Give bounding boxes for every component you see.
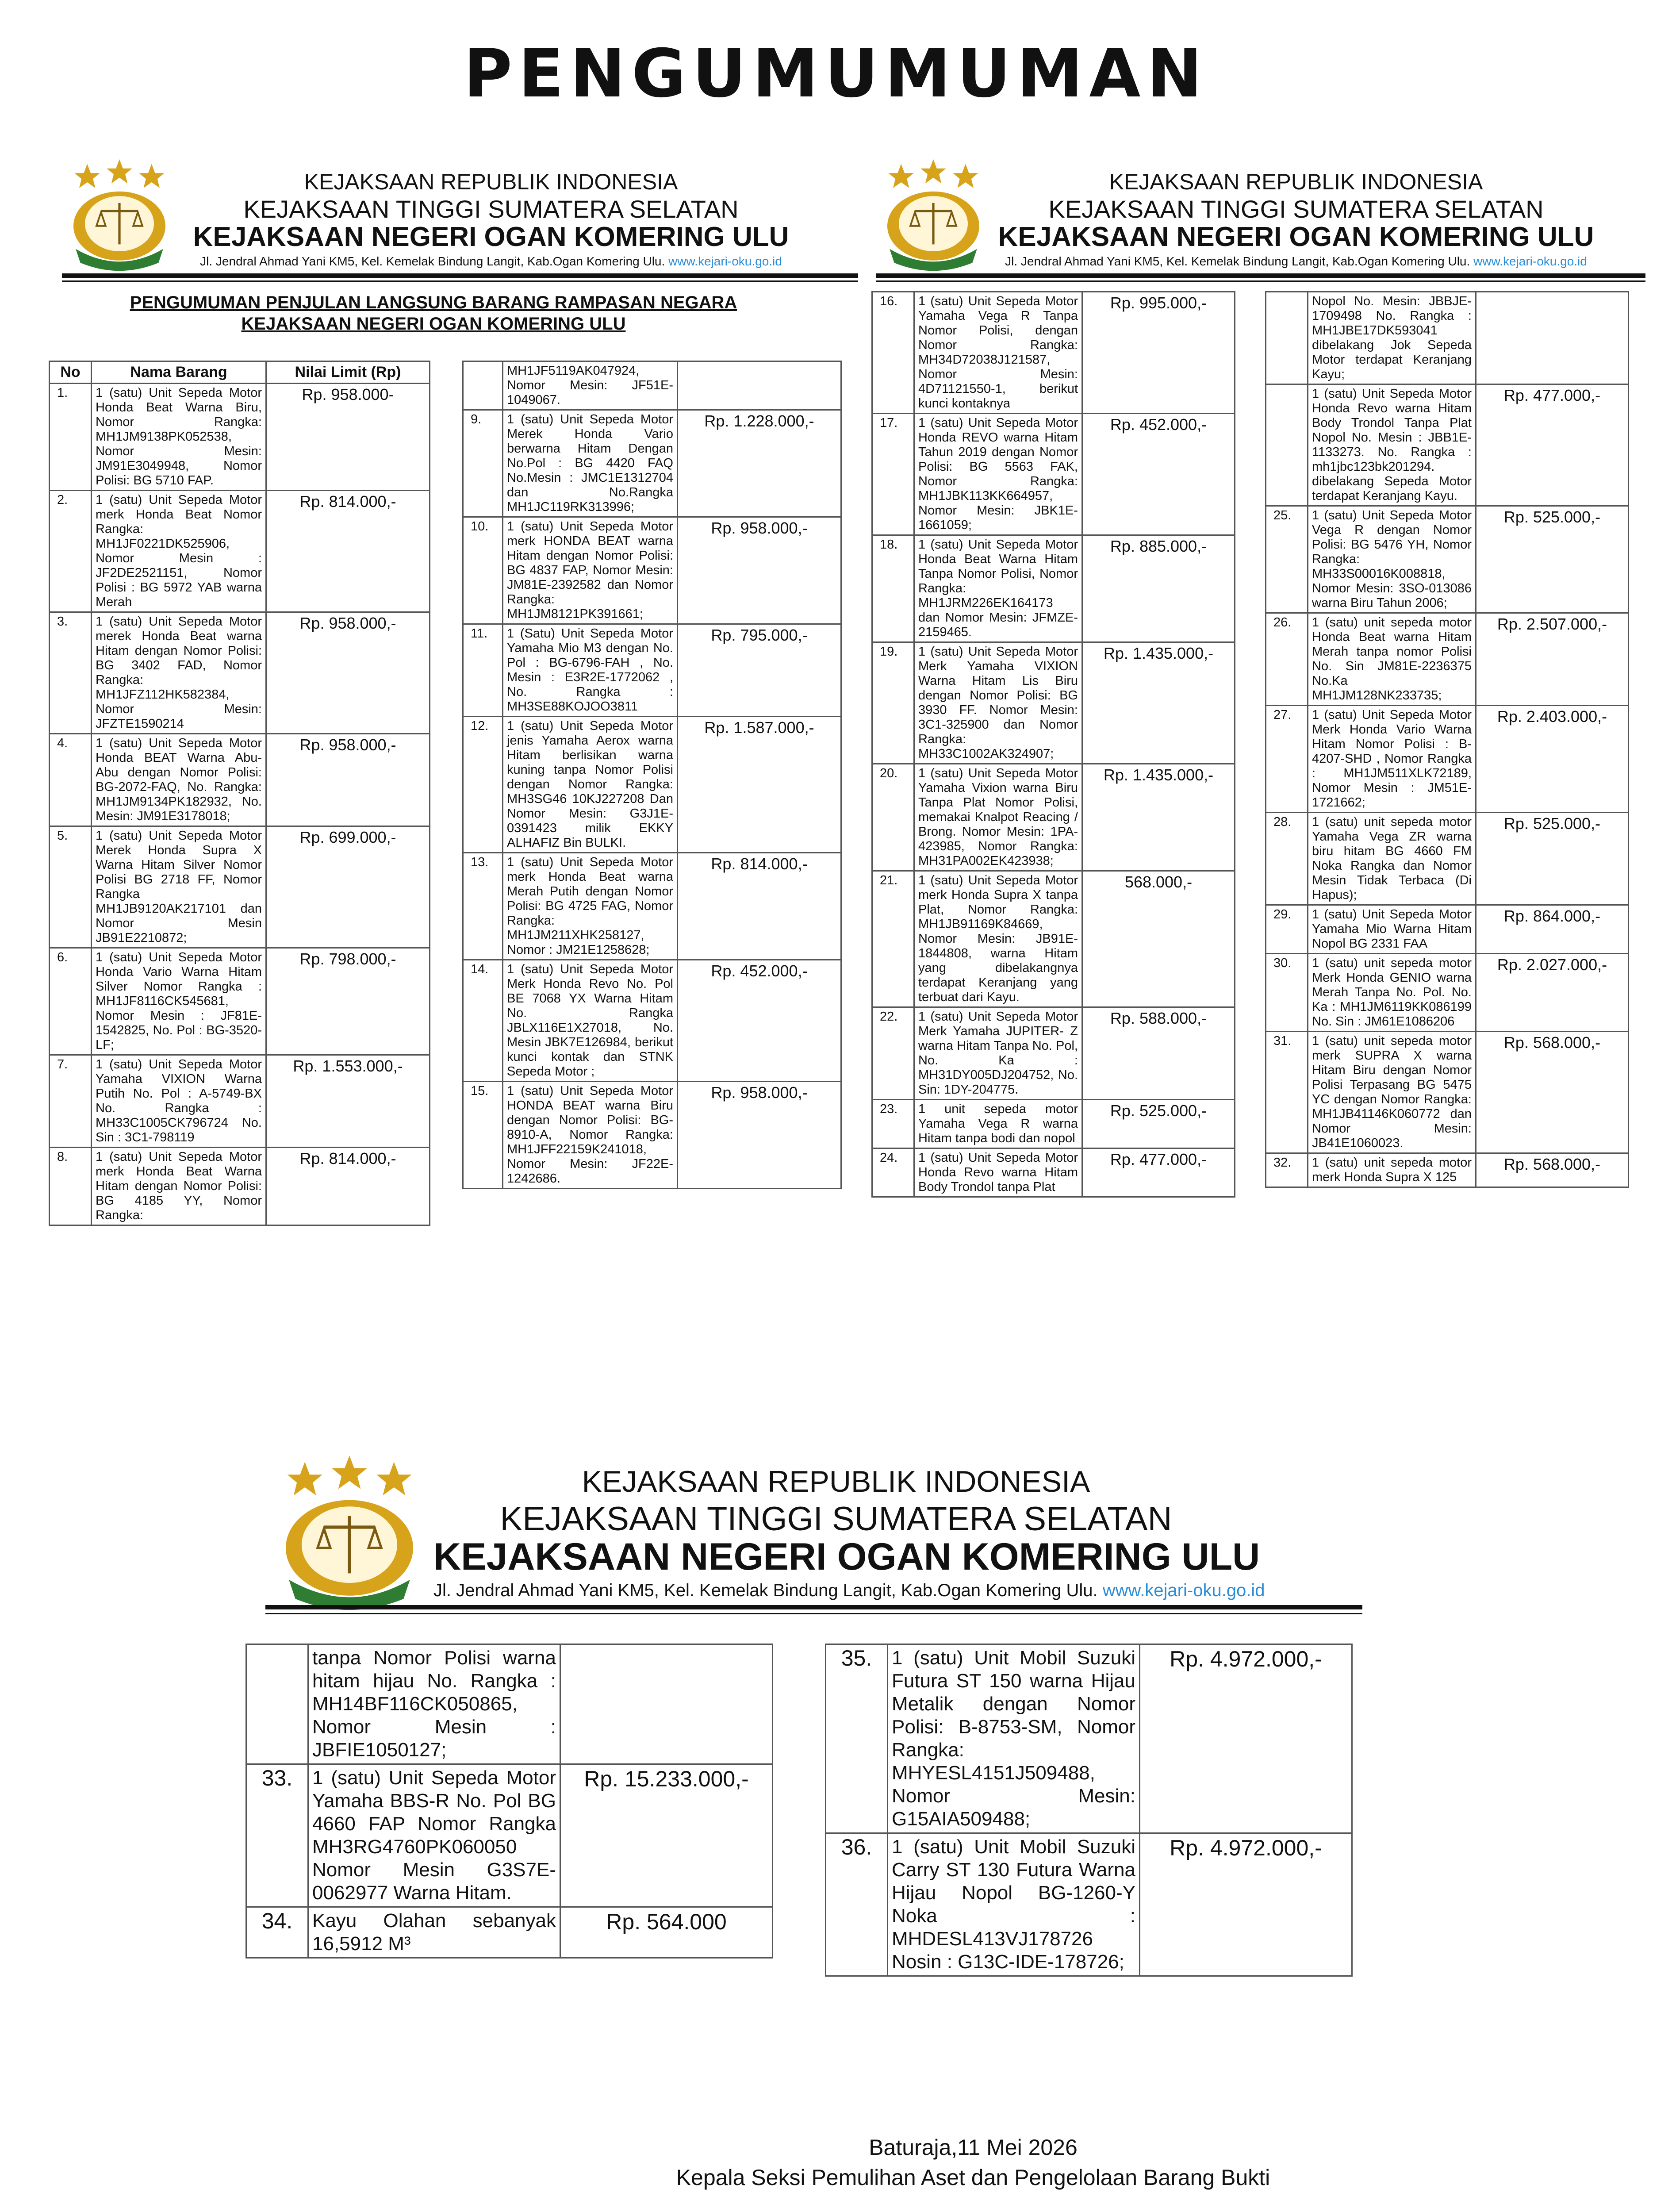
table-row <box>463 1082 841 1189</box>
item-number: 3. <box>50 612 92 734</box>
letterhead-line1: KEJAKSAAN REPUBLIK INDONESIA <box>582 1465 1090 1498</box>
subtitle-line1: PENGUMUMAN PENJULAN LANGSUNG BARANG RAMPASAN NEGARA <box>130 293 737 312</box>
item-value: Rp. 525.000,- <box>1476 506 1629 613</box>
letterhead-rule-thin <box>876 280 1645 282</box>
table-row <box>50 948 430 1055</box>
item-description: 1 (satu) unit sepeda motor merk SUPRA X warna Hitam Biru dengan Nomor Polisi Terpasang BG 5475 YC dengan Nomor Rangka: MH1JB41146K060772 dan Nomor Mesin: JB41E1060023. <box>1308 1032 1476 1153</box>
letterhead-address <box>433 1581 1265 1601</box>
table-row <box>463 517 841 624</box>
item-value: Rp. 814.000,- <box>678 853 841 960</box>
item-description: Kayu Olahan sebanyak 16,5912 M³ <box>308 1907 560 1958</box>
item-number: 36. <box>826 1833 888 1976</box>
item-number: 17. <box>872 414 914 535</box>
letterhead-line2: KEJAKSAAN TINGGI SUMATERA SELATAN <box>243 195 739 223</box>
item-description: 1 (satu) unit sepeda motor Merk Honda GENIO warna Merah Tanpa No. Pol. No. Ka : MH1JM6119KK086199 No. Sin : JM61E1086206 <box>1308 954 1476 1032</box>
table-row <box>1266 813 1629 905</box>
item-description: 1 (satu) Unit Mobil Suzuki Carry ST 130 Futura Warna Hijau Nopol BG-1260-Y Noka : MHDESL413VJ178726 Nosin : G13C-IDE-178726; <box>888 1833 1140 1976</box>
website-link[interactable]: www.kejari-oku.go.id <box>1473 254 1587 268</box>
table-row <box>1266 506 1629 613</box>
letterhead-line1: KEJAKSAAN REPUBLIK INDONESIA <box>1109 169 1483 194</box>
item-value: Rp. 15.233.000,- <box>560 1764 773 1907</box>
table-row <box>826 1644 1352 1833</box>
letterhead-address <box>186 254 796 269</box>
item-number: 5. <box>50 826 92 948</box>
items-table-bottom-left <box>245 1644 773 1959</box>
item-description: 1 (satu) Unit Sepeda Motor Yamaha Vega R Tanpa Nomor Polisi, dengan Nomor Rangka: MH34D72038J121587, Nomor Mesin: 4D71121550-1, berikut kunci kontaknya <box>914 292 1082 414</box>
item-value: Rp. 1.228.000,- <box>678 410 841 517</box>
table-row <box>50 491 430 612</box>
item-value: Rp. 4.972.000,- <box>1140 1644 1352 1833</box>
item-value: Rp. 958.000,- <box>266 612 430 734</box>
item-description: 1 unit sepeda motor Yamaha Vega R warna Hitam tanpa bodi dan nopol <box>914 1100 1082 1148</box>
item-description: 1 (satu) Unit Sepeda Motor Merek Honda Supra X Warna Hitam Silver Nomor Polisi BG 2718 FF, Nomor Rangka MH1JB9120AK217101 dan Nomor Mesin JB91E2210872; <box>92 826 266 948</box>
table-row <box>1266 706 1629 813</box>
table-row <box>463 717 841 853</box>
item-value: Rp. 452.000,- <box>1082 414 1235 535</box>
table-row <box>463 960 841 1082</box>
item-value: Rp. 958.000,- <box>678 1082 841 1189</box>
table-row <box>463 853 841 960</box>
item-description: 1 (satu) Unit Sepeda Motor Honda Revo warna Hitam Body Trondol tanpa Plat <box>914 1148 1082 1197</box>
table-row <box>50 384 430 491</box>
table-row <box>1266 1032 1629 1153</box>
adhyaksa-emblem-icon <box>876 159 991 274</box>
item-value: Rp. 2.027.000,- <box>1476 954 1629 1032</box>
adhyaksa-emblem-icon <box>270 1455 429 1615</box>
item-description: 1 (satu) Unit Sepeda Motor Merk Yamaha JUPITER- Z warna Hitam Tanpa No. Pol, No. Ka : MH31DY005DJ204752, No. Sin: 1DY-204775. <box>914 1007 1082 1100</box>
item-value: Rp. 1.587.000,- <box>678 717 841 853</box>
table-row-continued <box>1266 292 1629 384</box>
item-number: 25. <box>1266 506 1308 613</box>
header-nama-barang: Nama Barang <box>92 361 266 384</box>
item-value: Rp. 958.000,- <box>678 517 841 624</box>
item-number: 27. <box>1266 706 1308 813</box>
letterhead-main <box>265 1455 1362 1624</box>
items-table-col3 <box>871 291 1235 1198</box>
place-date: Baturaja,11 Mei 2026 <box>869 2135 1078 2160</box>
letterhead-line3: KEJAKSAAN NEGERI OGAN KOMERING ULU <box>998 222 1594 252</box>
table-row-continued <box>463 361 841 410</box>
item-number: 6. <box>50 948 92 1055</box>
item-description: 1 (satu) Unit Sepeda Motor Yamaha Mio Warna Hitam Nopol BG 2331 FAA <box>1308 905 1476 954</box>
header-no: No <box>50 361 92 384</box>
table-row <box>826 1833 1352 1976</box>
address-text: Jl. Jendral Ahmad Yani KM5, Kel. Kemelak Bindung Langit, Kab.Ogan Komering Ulu. <box>1005 254 1470 268</box>
table-row <box>872 414 1235 535</box>
item-value: Rp. 814.000,- <box>266 1148 430 1225</box>
item-number: 16. <box>872 292 914 414</box>
letterhead-rule-thin <box>62 280 858 282</box>
letterhead-rule-thin <box>265 1613 1362 1614</box>
letterhead-line2: KEJAKSAAN TINGGI SUMATERA SELATAN <box>500 1500 1172 1538</box>
item-number: 19. <box>872 642 914 764</box>
item-description: 1 (satu) Unit Sepeda Motor Yamaha Vixion warna Biru Tanpa Plat Nomor Polisi, memakai Knalpot Reacing / Brong. Nomor Mesin: 1PA-423985, Nomor Rangka: MH31PA002EK423938; <box>914 764 1082 871</box>
item-description-continued: tanpa Nomor Polisi warna hitam hijau No. Rangka : MH14BF116CK050865, Nomor Mesin : JBFIE1050127; <box>308 1644 560 1764</box>
items-table-col4 <box>1265 291 1629 1188</box>
website-link[interactable]: www.kejari-oku.go.id <box>668 254 782 268</box>
item-value: Rp. 995.000,- <box>1082 292 1235 414</box>
item-description: 1 (satu) Unit Sepeda Motor Honda BEAT Warna Abu-Abu dengan Nomor Polisi: BG-2072-FAQ, No. Rangka: MH1JM9134PK182932, No. Mesin: JM91E3178018; <box>92 734 266 826</box>
item-number: 22. <box>872 1007 914 1100</box>
item-description: 1 (satu) Unit Sepeda Motor HONDA BEAT warna Biru dengan Nomor Polisi: BG-8910-A, Nomor Rangka: MH1JFF22159K241018, Nomor Mesin: JF22E-1242686. <box>503 1082 678 1189</box>
table-row <box>50 1055 430 1148</box>
item-number: 23. <box>872 1100 914 1148</box>
item-number: 20. <box>872 764 914 871</box>
item-description: 1 (satu) Unit Sepeda Motor Honda REVO warna Hitam Tahun 2019 dengan Nomor Polisi: BG 5563 FAK, Nomor Rangka: MH1JBK113KK664957, Nomor Mesin: JBK1E-1661059; <box>914 414 1082 535</box>
item-value: 568.000,- <box>1082 871 1235 1007</box>
adhyaksa-emblem-icon <box>62 159 177 274</box>
item-value: Rp. 2.403.000,- <box>1476 706 1629 813</box>
item-number: 10. <box>463 517 503 624</box>
table-row <box>872 535 1235 642</box>
item-description: 1 (satu) unit sepeda motor Honda Beat warna Hitam Merah tanpa nomor Polisi No. Sin JM81E-2236375 No.Ka MH1JM128NK233735; <box>1308 613 1476 706</box>
letterhead-right <box>876 159 1645 288</box>
item-description: 1 (Satu) Unit Sepeda Motor Yamaha Mio M3 dengan No. Pol : BG-6796-FAH , No. Mesin : E3R2E-1772062 , No. Rangka : MH3SE88KOJOO3811 <box>503 624 678 717</box>
item-number: 18. <box>872 535 914 642</box>
table-row <box>1266 613 1629 706</box>
item-value: Rp. 814.000,- <box>266 491 430 612</box>
item-value: Rp. 568.000,- <box>1476 1153 1629 1187</box>
item-description: 1 (satu) Unit Sepeda Motor Merek Honda Vario berwarna Hitam Dengan No.Pol : BG 4420 FAQ No.Mesin : JMC1E1312704 dan No.Rangka MH1JC119RK313996; <box>503 410 678 517</box>
header-nilai-limit: Nilai Limit (Rp) <box>266 361 430 384</box>
table-row <box>463 410 841 517</box>
table-row <box>1266 954 1629 1032</box>
item-number: 4. <box>50 734 92 826</box>
item-number: 14. <box>463 960 503 1082</box>
item-value: Rp. 798.000,- <box>266 948 430 1055</box>
table-row <box>1266 905 1629 954</box>
item-value: Rp. 477.000,- <box>1082 1148 1235 1197</box>
item-description-continued: MH1JF5119AK047924, Nomor Mesin: JF51E-1049067. <box>503 361 678 410</box>
item-value: Rp. 588.000,- <box>1082 1007 1235 1100</box>
item-description-continued: Nopol No. Mesin: JBBJE-1709498 No. Rangka : MH1JBE17DK593041 dibelakang Jok Sepeda Motor terdapat Keranjang Kayu; <box>1308 292 1476 384</box>
table-row <box>872 1148 1235 1197</box>
letterhead-rule <box>265 1605 1362 1609</box>
item-value: Rp. 958.000- <box>266 384 430 491</box>
item-value: Rp. 958.000,- <box>266 734 430 826</box>
item-value: Rp. 1.435.000,- <box>1082 642 1235 764</box>
letterhead-line2: KEJAKSAAN TINGGI SUMATERA SELATAN <box>1048 195 1544 223</box>
signer-position: Kepala Seksi Pemulihan Aset dan Pengelolaan Barang Bukti <box>676 2165 1270 2190</box>
item-number: 34. <box>246 1907 308 1958</box>
table-row <box>872 642 1235 764</box>
item-number: 32. <box>1266 1153 1308 1187</box>
table-row <box>463 624 841 717</box>
item-description: 1 (satu) Unit Sepeda Motor Merk Yamaha VIXION Warna Hitam Lis Biru dengan Nomor Polisi: BG 3930 FF. Nomor Mesin: 3C1-325900 dan Nomor Rangka: MH33C1002AK324907; <box>914 642 1082 764</box>
item-description: 1 (satu) unit sepeda motor merk Honda Supra X 125 <box>1308 1153 1476 1187</box>
item-value: Rp. 864.000,- <box>1476 905 1629 954</box>
items-table-col1 <box>49 361 430 1226</box>
table-row-continued-item <box>1266 384 1629 506</box>
item-value: Rp. 564.000 <box>560 1907 773 1958</box>
table-row <box>872 764 1235 871</box>
item-number: 33. <box>246 1764 308 1907</box>
table-row <box>872 1100 1235 1148</box>
table-row <box>50 734 430 826</box>
item-number: 35. <box>826 1644 888 1833</box>
item-number: 7. <box>50 1055 92 1148</box>
letterhead-rule <box>62 273 858 278</box>
item-number: 13. <box>463 853 503 960</box>
items-table-bottom-right <box>825 1644 1353 1977</box>
item-number: 8. <box>50 1148 92 1225</box>
item-description: 1 (satu) Unit Sepeda Motor jenis Yamaha Aerox warna Hitam berlisikan warna kuning tanpa Nomor Polisi dengan Nomor Rangka: MH3SG46 10KJ227208 Dan Nomor Mesin: G3J1E-0391423 milik EKKY ALHAFIZ Bin BULKI. <box>503 717 678 853</box>
item-number: 11. <box>463 624 503 717</box>
letterhead-left <box>62 159 858 288</box>
table-row-continued <box>246 1644 773 1764</box>
item-value: Rp. 1.553.000,- <box>266 1055 430 1148</box>
item-value: Rp. 885.000,- <box>1082 535 1235 642</box>
item-number: 2. <box>50 491 92 612</box>
table-row <box>872 292 1235 414</box>
item-number: 30. <box>1266 954 1308 1032</box>
table-row <box>872 871 1235 1007</box>
letterhead-line3: KEJAKSAAN NEGERI OGAN KOMERING ULU <box>433 1536 1260 1578</box>
item-number: 1. <box>50 384 92 491</box>
table-row <box>50 826 430 948</box>
item-value: Rp. 452.000,- <box>678 960 841 1082</box>
item-description: 1 (satu) Unit Sepeda Motor merk Honda Beat Nomor Rangka: MH1JF0221DK525906, Nomor Mesin : JF2DE2521151, Nomor Polisi : BG 5972 YAB warna Merah <box>92 491 266 612</box>
item-description: 1 (satu) Unit Sepeda Motor Honda Beat Warna Hitam Tanpa Nomor Polisi, Nomor Rangka: MH1JRM226EK164173 dan Nomor Mesin: JFMZE- 2159465. <box>914 535 1082 642</box>
item-description: 1 (satu) Unit Sepeda Motor Vega R dengan Nomor Polisi: BG 5476 YH, Nomor Rangka: MH33S00016K008818, Nomor Mesin: 3SO-013086 warna Biru Tahun 2006; <box>1308 506 1476 613</box>
item-description: 1 (satu) Unit Sepeda Motor Yamaha BBS-R No. Pol BG 4660 FAP Nomor Rangka MH3RG4760PK060050 Nomor Mesin G3S7E-0062977 Warna Hitam. <box>308 1764 560 1907</box>
item-value: Rp. 477.000,- <box>1476 384 1629 506</box>
signature-block <box>619 2135 1327 2212</box>
item-description: 1 (satu) Unit Sepeda Motor Honda Vario Warna Hitam Silver Nomor Rangka : MH1JF8116CK545681, Nomor Mesin : JF81E-1542825, No. Pol : BG-3520-LF; <box>92 948 266 1055</box>
item-value: Rp. 525.000,- <box>1082 1100 1235 1148</box>
item-number: 31. <box>1266 1032 1308 1153</box>
item-description: 1 (satu) Unit Sepeda Motor merk Honda Beat warna Merah Putih dengan Nomor Polisi: BG 4725 FAG, Nomor Rangka: MH1JM211XHK258127, Nomor : JM21E1258628; <box>503 853 678 960</box>
items-table-col2 <box>462 361 842 1189</box>
item-description: 1 (satu) Unit Sepeda Motor merk HONDA BEAT warna Hitam dengan Nomor Polisi: BG 4837 FAP, Nomor Mesin: JM81E-2392582 dan Nomor Rangka: MH1JM8121PK391661; <box>503 517 678 624</box>
item-value: Rp. 568.000,- <box>1476 1032 1629 1153</box>
item-description: 1 (satu) Unit Sepeda Motor merek Honda Beat warna Hitam dengan Nomor Polisi: BG 3402 FAD, Nomor Rangka: MH1JFZ112HK582384, Nomor Mesin: JFZTE1590214 <box>92 612 266 734</box>
letterhead-line1: KEJAKSAAN REPUBLIK INDONESIA <box>304 169 678 194</box>
item-number: 26. <box>1266 613 1308 706</box>
item-description: 1 (satu) unit sepeda motor Yamaha Vega ZR warna biru hitam BG 4660 FM Noka Rangka dan Nomor Mesin Tidak Terbaca (Di Hapus); <box>1308 813 1476 905</box>
item-value: Rp. 525.000,- <box>1476 813 1629 905</box>
table-row <box>50 1148 430 1225</box>
item-description: 1 (satu) Unit Sepeda Motor Honda Revo warna Hitam Body Trondol Tanpa Plat Nopol No. Mesin : JBB1E-1133273. No. Rangka : mh1jbc123bk201294. dibelakang Sepeda Motor terdapat Keranjang Kayu. <box>1308 384 1476 506</box>
item-description: 1 (satu) Unit Sepeda Motor merk Honda Beat Warna Hitam dengan Nomor Polisi: BG 4185 YY, Nomor Rangka: <box>92 1148 266 1225</box>
item-number: 15. <box>463 1082 503 1189</box>
item-value: Rp. 795.000,- <box>678 624 841 717</box>
item-number: 28. <box>1266 813 1308 905</box>
table-row <box>872 1007 1235 1100</box>
item-description: 1 (satu) Unit Sepeda Motor Merk Honda Vario Warna Hitam Nomor Polisi : B-4207-SHD , Nomor Rangka : MH1JM511XLK72189, Nomor Mesin : JM51E-1721662; <box>1308 706 1476 813</box>
item-description: 1 (satu) Unit Sepeda Motor merk Honda Supra X tanpa Plat, Nomor Rangka: MH1JB91169K84669, Nomor Mesin: JB91E-1844808, warna Hitam yang dibelakangnya terdapat Keranjang yang terbuat dari Kayu. <box>914 871 1082 1007</box>
item-number: 9. <box>463 410 503 517</box>
subtitle-line2: KEJAKSAAN NEGERI OGAN KOMERING ULU <box>241 314 626 334</box>
item-number: 29. <box>1266 905 1308 954</box>
table-row <box>1266 1153 1629 1187</box>
announcement-subtitle <box>49 292 818 334</box>
address-text: Jl. Jendral Ahmad Yani KM5, Kel. Kemelak Bindung Langit, Kab.Ogan Komering Ulu. <box>200 254 665 268</box>
item-number: 12. <box>463 717 503 853</box>
address-text: Jl. Jendral Ahmad Yani KM5, Kel. Kemelak Bindung Langit, Kab.Ogan Komering Ulu. <box>433 1581 1098 1600</box>
letterhead-line3: KEJAKSAAN NEGERI OGAN KOMERING ULU <box>193 222 789 252</box>
item-value: Rp. 1.435.000,- <box>1082 764 1235 871</box>
item-value: Rp. 4.972.000,- <box>1140 1833 1352 1976</box>
table-row <box>246 1764 773 1907</box>
item-value: Rp. 699.000,- <box>266 826 430 948</box>
website-link[interactable]: www.kejari-oku.go.id <box>1102 1581 1265 1600</box>
item-description: 1 (satu) Unit Sepeda Motor Yamaha VIXION Warna Putih No. Pol : A-5749-BX No. Rangka : MH33C1005CK796724 No. Sin : 3C1-798119 <box>92 1055 266 1148</box>
letterhead-rule <box>876 273 1645 278</box>
item-description: 1 (satu) Unit Sepeda Motor Merk Honda Revo No. Pol BE 7068 YX Warna Hitam No. Rangka JBLX116E1X27018, No. Mesin JBK7E126984, berikut kunci kontak dan STNK Sepeda Motor ; <box>503 960 678 1082</box>
item-description: 1 (satu) Unit Sepeda Motor Honda Beat Warna Biru, Nomor Rangka: MH1JM9138PK052538, Nomor Mesin: JM91E3049948, Nomor Polisi: BG 5710 FAP. <box>92 384 266 491</box>
item-number: 21. <box>872 871 914 1007</box>
item-value: Rp. 2.507.000,- <box>1476 613 1629 706</box>
letterhead-address <box>991 254 1601 269</box>
item-description: 1 (satu) Unit Mobil Suzuki Futura ST 150 warna Hijau Metalik dengan Nomor Polisi: B-8753-SM, Nomor Rangka: MHYESL4151J509488, Nomor Mesin: G15AIA509488; <box>888 1644 1140 1833</box>
item-number: 24. <box>872 1148 914 1197</box>
table-row <box>50 612 430 734</box>
table-row <box>246 1907 773 1958</box>
page-title: PENGUMUMUMAN <box>464 35 1208 112</box>
